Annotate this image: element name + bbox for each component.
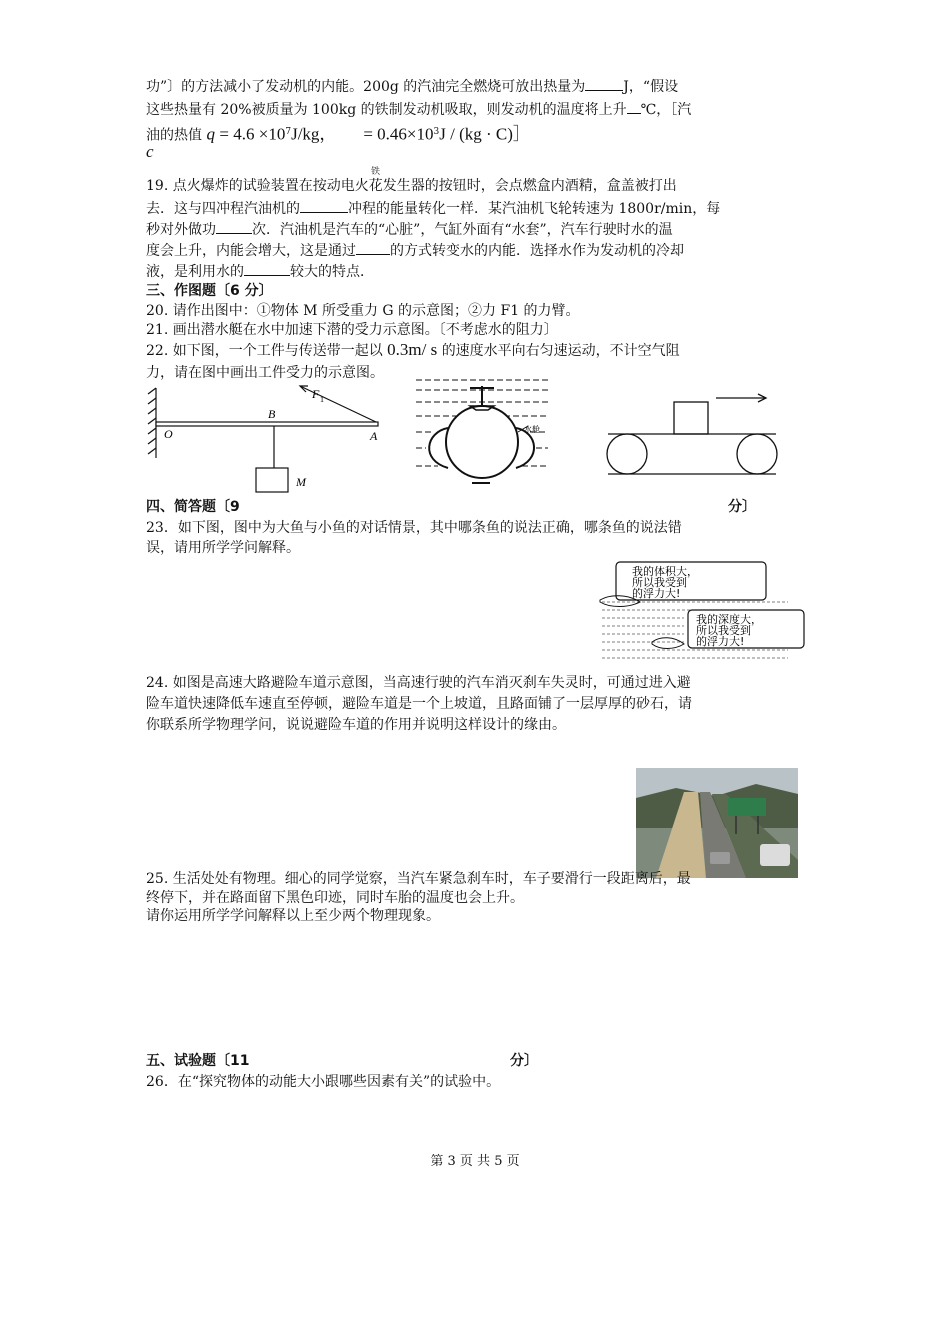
q24-line3: 你联系所学物理学问，说说避险车道的作用并说明这样设计的缘由。 — [146, 717, 566, 733]
answer-blank[interactable] — [585, 76, 623, 91]
section-heading: 三、作图题〔6 分〕 — [146, 283, 273, 299]
page-footer: 第 3 页 共 5 页 — [430, 1154, 520, 1169]
label-o: O — [164, 427, 173, 441]
small-fish-text-3: 的浮力大! — [696, 635, 745, 648]
q22-line2: 力，请在图中画出工件受力的示意图。 — [146, 365, 384, 381]
q24-line2: 险车道快速降低车速直至停顿，避险车道是一个上坡道，且路面铺了一层厚厚的砂石，请 — [146, 696, 692, 712]
section-score: 分〕 — [728, 499, 756, 515]
lever-figure — [146, 382, 386, 496]
q23-line1: 23．如下图，图中为大鱼与小鱼的对话情景，其中哪条鱼的说法正确，哪条鱼的说法错 — [146, 520, 682, 536]
q23-line2: 误，请用所学学问解释。 — [146, 540, 300, 556]
q19-line2: 去．这与四冲程汽油机的 冲程的能量转化一样．某汽油机飞轮转速为 1800r/min，每 — [146, 198, 720, 218]
q25-line1: 25. 生活处处有物理。细心的同学觉察，当汽车紧急刹车时，车子要滑行一段距离后，最 — [146, 871, 691, 887]
section-score: 分〕 — [510, 1053, 538, 1069]
sub-label: 水舱 — [524, 425, 540, 434]
q20: 20. 请作出图中：①物体 M 所受重力 G 的示意图；②力 F1 的力臂。 — [146, 303, 580, 319]
q26: 26．在“探究物体的动能大小跟哪些因素有关”的试验中。 — [146, 1074, 501, 1090]
section-heading: 五、试验题〔11 — [146, 1053, 250, 1069]
formula-line: 油的热值 $q = 4.6 \times 10^7J/kg$， = $0.46\times 10^3J / (kg$ · C)］ — [146, 124, 530, 144]
q19-line5: 液，是利用水的 较大的特点． — [146, 261, 374, 281]
text-line: 功”〕的方法减小了发动机的内能。200g 的汽油完全燃烧可放出热量为 J，“假设 — [146, 76, 678, 96]
answer-blank[interactable] — [300, 198, 348, 213]
answer-blank[interactable] — [356, 240, 390, 255]
label-a: A — [370, 429, 378, 443]
answer-blank[interactable] — [216, 219, 252, 234]
label-f: F — [312, 387, 320, 401]
conveyor-figure — [600, 388, 790, 484]
label-m: M — [296, 475, 306, 489]
text-line: 这些热量有 20%被质量为 100kg 的铁制发动机吸取，则发动机的温度将上升 ℃，［汽 — [146, 99, 691, 119]
escape-lane-photo — [636, 768, 798, 878]
submarine-figure — [412, 376, 552, 486]
q21: 21. 画出潜水艇在水中加速下潜的受力示意图。〔不考虑水的阻力〕 — [146, 322, 558, 338]
small-fish-text-2: 所以我受到 — [696, 624, 751, 637]
fish-dialogue-figure — [588, 558, 810, 664]
q25-line2: 终停下，并在路面留下黑色印迹，同时车胎的温度也会上升。 — [146, 890, 524, 906]
section-heading: 四、简答题〔9 — [146, 499, 240, 515]
q24-line1: 24. 如图是高速大路避险车道示意图，当高速行驶的汽车消灭刹车失灵时，可通过进入避 — [146, 675, 691, 691]
formula-subscript: 铁 — [371, 167, 381, 177]
big-fish-text-2: 所以我受到 — [632, 576, 687, 589]
q19-line1: 19. 点火爆炸的试验装置在按动电火花发生器的按钮时，会点燃盒内酒精，盒盖被打出 — [146, 178, 677, 194]
q22-line1: 22. 如下图，一个工件与传送带一起以 0.3m/ s 的速度水平向右匀速运动，不计空气阻 — [146, 340, 680, 359]
label-f-sub: 1 — [320, 395, 324, 404]
answer-blank[interactable] — [244, 261, 290, 276]
answer-blank[interactable] — [627, 99, 641, 114]
label-b: B — [268, 407, 276, 421]
small-fish-text-1: 我的深度大， — [696, 613, 762, 626]
q19-line3: 秒对外做功 次．汽油机是汽车的“心脏”，气缸外面有“水套”，汽车行驶时水的温 — [146, 219, 673, 239]
q19-line4: 度会上升，内能会增大，这是通过 的方式转变水的内能．选择水作为发动机的冷却 — [146, 240, 684, 260]
big-fish-text-3: 的浮力大! — [632, 587, 681, 600]
big-fish-text-1: 我的体积大， — [632, 565, 698, 578]
formula-c-letter: c — [146, 142, 154, 161]
q25-line3: 请你运用所学学问解释以上至少两个物理现象。 — [146, 908, 440, 924]
